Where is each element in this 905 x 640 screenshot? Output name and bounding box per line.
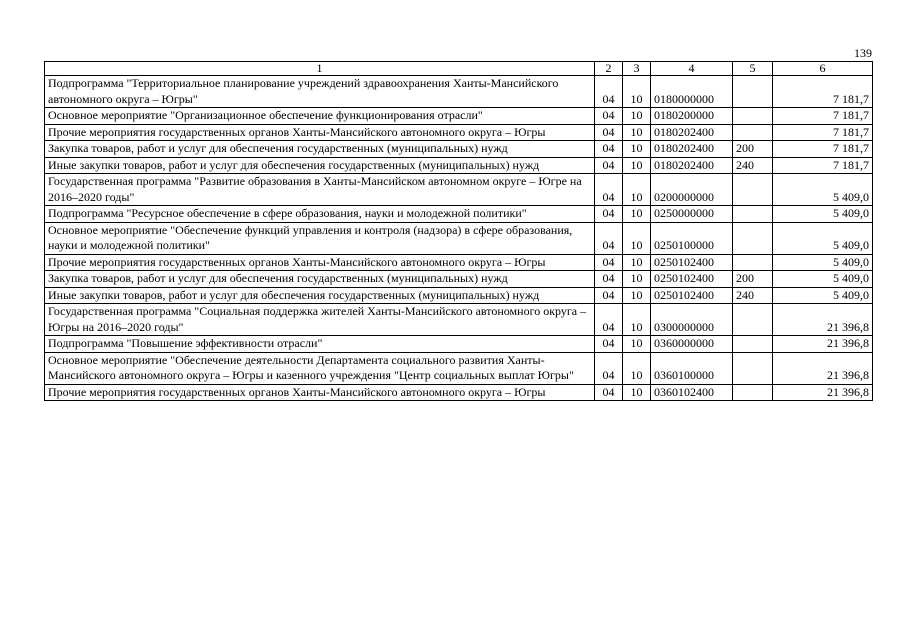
row-name: Иные закупки товаров, работ и услуг для обеспечения государственных (муниципальных) нужд [45, 287, 595, 304]
target-code: 0180202400 [651, 141, 733, 158]
budget-table [44, 61, 873, 401]
target-code: 0250102400 [651, 271, 733, 288]
section-code: 04 [595, 157, 623, 174]
amount: 5 409,0 [773, 254, 873, 271]
section-code: 04 [595, 76, 623, 108]
expense-type-code: 240 [733, 287, 773, 304]
section-code: 04 [595, 271, 623, 288]
row-name: Государственная программа "Развитие образования в Ханты-Мансийском автономном округе – Югре на 2016–2020 годы" [45, 174, 595, 206]
section-code: 04 [595, 352, 623, 384]
target-code: 0180000000 [651, 76, 733, 108]
table-row [45, 108, 873, 125]
expense-type-code: 200 [733, 141, 773, 158]
subsection-code: 10 [623, 141, 651, 158]
table-body [45, 76, 873, 401]
subsection-code: 10 [623, 206, 651, 223]
expense-type-code [733, 76, 773, 108]
expense-type-code [733, 254, 773, 271]
target-code: 0300000000 [651, 304, 733, 336]
subsection-code: 10 [623, 304, 651, 336]
row-name: Иные закупки товаров, работ и услуг для обеспечения государственных (муниципальных) нужд [45, 157, 595, 174]
subsection-code: 10 [623, 222, 651, 254]
expense-type-code [733, 108, 773, 125]
target-code: 0180202400 [651, 124, 733, 141]
subsection-code: 10 [623, 336, 651, 353]
row-name: Основное мероприятие "Обеспечение деятельности Департамента социального развития Ханты-Мансийского автономного округа – Югры и казенного учреждения "Центр социальных выплат Югры" [45, 352, 595, 384]
section-code: 04 [595, 174, 623, 206]
table-row [45, 124, 873, 141]
header-col-5: 5 [733, 62, 773, 76]
row-name: Прочие мероприятия государственных органов Ханты-Мансийского автономного округа – Югры [45, 254, 595, 271]
section-code: 04 [595, 141, 623, 158]
row-name: Закупка товаров, работ и услуг для обеспечения государственных (муниципальных) нужд [45, 271, 595, 288]
subsection-code: 10 [623, 108, 651, 125]
target-code: 0360102400 [651, 384, 733, 401]
subsection-code: 10 [623, 287, 651, 304]
amount: 7 181,7 [773, 157, 873, 174]
amount: 7 181,7 [773, 141, 873, 158]
subsection-code: 10 [623, 157, 651, 174]
header-col-3: 3 [623, 62, 651, 76]
target-code: 0360100000 [651, 352, 733, 384]
subsection-code: 10 [623, 76, 651, 108]
expense-type-code: 240 [733, 157, 773, 174]
amount: 5 409,0 [773, 222, 873, 254]
amount: 7 181,7 [773, 124, 873, 141]
amount: 5 409,0 [773, 287, 873, 304]
table-row [45, 206, 873, 223]
header-col-1: 1 [45, 62, 595, 76]
row-name: Государственная программа "Социальная поддержка жителей Ханты-Мансийского автономного округа – Югры на 2016–2020 годы" [45, 304, 595, 336]
amount: 7 181,7 [773, 108, 873, 125]
target-code: 0250102400 [651, 254, 733, 271]
table-row [45, 157, 873, 174]
expense-type-code [733, 352, 773, 384]
target-code: 0250000000 [651, 206, 733, 223]
row-name: Подпрограмма "Повышение эффективности отрасли" [45, 336, 595, 353]
subsection-code: 10 [623, 271, 651, 288]
section-code: 04 [595, 124, 623, 141]
table-row [45, 352, 873, 384]
row-name: Подпрограмма "Территориальное планирование учреждений здравоохранения Ханты-Мансийского автономного округа – Югры" [45, 76, 595, 108]
header-col-6: 6 [773, 62, 873, 76]
expense-type-code [733, 206, 773, 223]
table-row [45, 384, 873, 401]
expense-type-code [733, 304, 773, 336]
table-row [45, 271, 873, 288]
target-code: 0180202400 [651, 157, 733, 174]
subsection-code: 10 [623, 352, 651, 384]
table-row [45, 174, 873, 206]
amount: 5 409,0 [773, 174, 873, 206]
row-name: Закупка товаров, работ и услуг для обеспечения государственных (муниципальных) нужд [45, 141, 595, 158]
expense-type-code [733, 336, 773, 353]
expense-type-code [733, 222, 773, 254]
expense-type-code [733, 384, 773, 401]
amount: 21 396,8 [773, 352, 873, 384]
expense-type-code: 200 [733, 271, 773, 288]
header-col-4: 4 [651, 62, 733, 76]
amount: 5 409,0 [773, 271, 873, 288]
header-col-2: 2 [595, 62, 623, 76]
amount: 21 396,8 [773, 304, 873, 336]
section-code: 04 [595, 254, 623, 271]
target-code: 0200000000 [651, 174, 733, 206]
subsection-code: 10 [623, 124, 651, 141]
table-row [45, 336, 873, 353]
subsection-code: 10 [623, 254, 651, 271]
target-code: 0360000000 [651, 336, 733, 353]
table-row [45, 76, 873, 108]
section-code: 04 [595, 336, 623, 353]
subsection-code: 10 [623, 174, 651, 206]
amount: 21 396,8 [773, 336, 873, 353]
target-code: 0250102400 [651, 287, 733, 304]
expense-type-code [733, 124, 773, 141]
header-row [45, 62, 873, 76]
row-name: Прочие мероприятия государственных органов Ханты-Мансийского автономного округа – Югры [45, 384, 595, 401]
row-name: Прочие мероприятия государственных органов Ханты-Мансийского автономного округа – Югры [45, 124, 595, 141]
row-name: Основное мероприятие "Организационное обеспечение функционирования отрасли" [45, 108, 595, 125]
amount: 21 396,8 [773, 384, 873, 401]
row-name: Подпрограмма "Ресурсное обеспечение в сфере образования, науки и молодежной политики" [45, 206, 595, 223]
expense-type-code [733, 174, 773, 206]
section-code: 04 [595, 108, 623, 125]
row-name: Основное мероприятие "Обеспечение функций управления и контроля (надзора) в сфере образования, науки и молодежной политики" [45, 222, 595, 254]
section-code: 04 [595, 304, 623, 336]
section-code: 04 [595, 287, 623, 304]
section-code: 04 [595, 384, 623, 401]
section-code: 04 [595, 206, 623, 223]
table-row [45, 287, 873, 304]
table-row [45, 304, 873, 336]
section-code: 04 [595, 222, 623, 254]
target-code: 0250100000 [651, 222, 733, 254]
target-code: 0180200000 [651, 108, 733, 125]
amount: 5 409,0 [773, 206, 873, 223]
table-row [45, 254, 873, 271]
amount: 7 181,7 [773, 76, 873, 108]
table-row [45, 141, 873, 158]
subsection-code: 10 [623, 384, 651, 401]
page-number: 139 [854, 46, 872, 60]
table-row [45, 222, 873, 254]
